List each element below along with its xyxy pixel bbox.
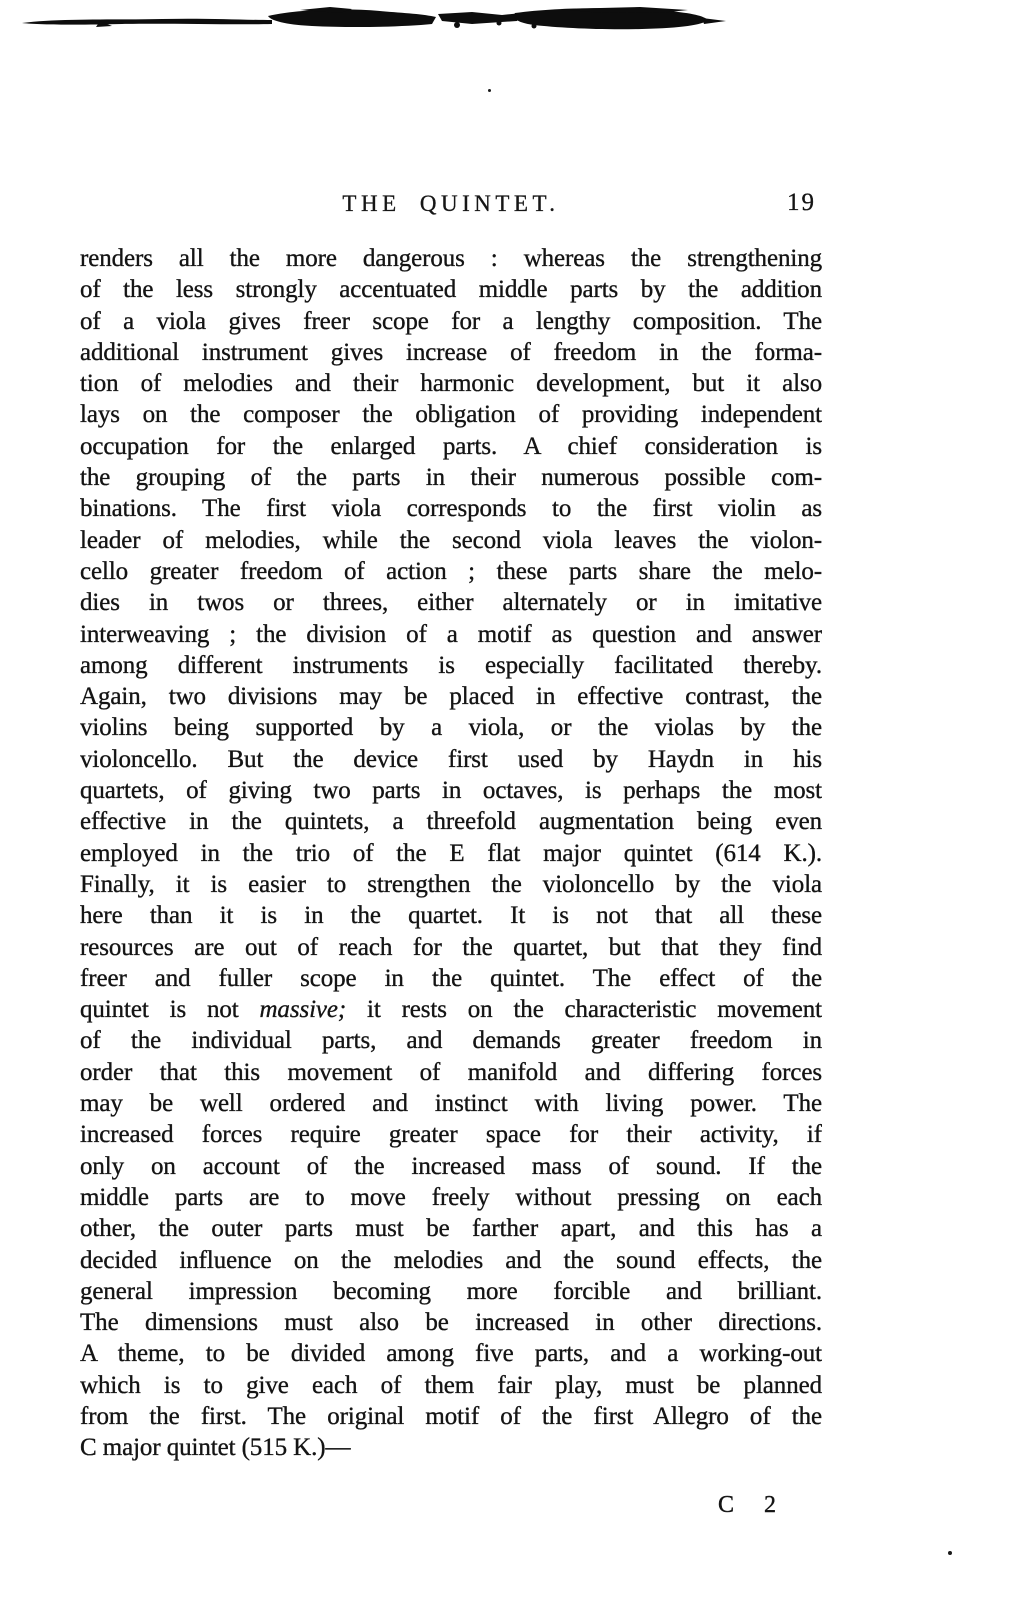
text-line — [80, 806, 822, 837]
text-line — [80, 932, 822, 963]
text-segment: which is to give each of them fair play, must be planned — [80, 1371, 822, 1399]
text-line — [80, 900, 822, 931]
text-segment: violoncello. But the device first used by Haydn in his — [80, 745, 822, 773]
text-segment: lays on the composer the obligation of providing independent — [80, 401, 822, 429]
text-segment: among different instruments is especially facilitated thereby. — [80, 651, 822, 679]
text-segment: C major quintet (515 K.)— — [80, 1434, 351, 1462]
text-segment: occupation for the enlarged parts. A chief consideration is — [80, 432, 822, 460]
text-segment: of the less strongly accentuated middle parts by the addition — [80, 276, 822, 304]
text-line — [80, 1025, 822, 1056]
text-segment: the grouping of the parts in their numerous possible com- — [80, 464, 822, 492]
text-line — [80, 1338, 822, 1369]
text-segment: The dimensions must also be increased in other directions. — [80, 1309, 822, 1337]
text-segment: decided influence on the melodies and the sound effects, the — [80, 1246, 822, 1274]
text-segment: Again, two divisions may be placed in effective contrast, the — [80, 683, 822, 711]
text-line — [80, 243, 822, 274]
text-line — [80, 869, 822, 900]
text-segment: effective in the quintets, a threefold augmentation being even — [80, 808, 822, 836]
scan-speck — [948, 1551, 952, 1555]
text-segment: other, the outer parts must be farther apart, and this has a — [80, 1215, 822, 1243]
text-line — [80, 1245, 822, 1276]
text-line — [80, 337, 822, 368]
text-line — [80, 744, 822, 775]
text-segment: interweaving ; the division of a motif as question and answer — [80, 620, 822, 648]
text-segment: violins being supported by a viola, or the violas by the — [80, 714, 822, 742]
text-line — [80, 306, 822, 337]
text-segment: from the first. The original motif of the first Allegro of the — [80, 1402, 822, 1430]
text-segment: quintet is not — [80, 996, 260, 1024]
text-segment: it rests on the characteristic movement — [346, 996, 822, 1024]
text-segment: quartets, of giving two parts in octaves, is perhaps the most — [80, 777, 822, 805]
text-line — [80, 619, 822, 650]
text-line — [80, 493, 822, 524]
text-line — [80, 525, 822, 556]
text-segment: binations. The first viola corresponds to the first violin as — [80, 495, 822, 523]
text-line — [80, 650, 822, 681]
text-segment: leader of melodies, while the second viola leaves the violon- — [80, 526, 822, 554]
signature-mark: C 2 — [718, 1492, 789, 1518]
text-segment: general impression becoming more forcible and brilliant. — [80, 1277, 822, 1305]
text-line — [80, 994, 822, 1025]
text-segment: dies in twos or threes, either alternately or in imitative — [80, 589, 822, 617]
text-segment: order that this movement of manifold and differing forces — [80, 1058, 822, 1086]
text-line — [80, 1370, 822, 1401]
body-text — [80, 243, 822, 1464]
text-line — [80, 775, 822, 806]
text-segment: of the individual parts, and demands greater freedom in — [80, 1027, 822, 1055]
text-line — [80, 838, 822, 869]
text-line — [80, 1307, 822, 1338]
text-line — [80, 712, 822, 743]
scan-speck — [488, 89, 491, 92]
text-line — [80, 368, 822, 399]
text-segment: may be well ordered and instinct with living power. The — [80, 1090, 822, 1118]
text-segment: of a viola gives freer scope for a lengthy composition. The — [80, 307, 822, 335]
text-line — [80, 1401, 822, 1432]
text-line — [80, 399, 822, 430]
text-segment: Finally, it is easier to strengthen the violoncello by the viola — [80, 870, 822, 898]
text-line — [80, 1088, 822, 1119]
running-title: THE QUINTET. — [342, 191, 560, 216]
text-line — [80, 1057, 822, 1088]
text-line — [80, 1182, 822, 1213]
text-segment: cello greater freedom of action ; these parts share the melo- — [80, 557, 822, 585]
text-segment: increased forces require greater space for their activity, if — [80, 1121, 822, 1149]
text-line — [80, 1432, 822, 1463]
text-line — [80, 1213, 822, 1244]
text-line — [80, 462, 822, 493]
text-segment: freer and fuller scope in the quintet. The effect of the — [80, 964, 822, 992]
text-segment: only on account of the increased mass of sound. If the — [80, 1152, 822, 1180]
italic-text: massive; — [259, 996, 347, 1024]
text-segment: middle parts are to move freely without pressing on each — [80, 1183, 822, 1211]
text-line — [80, 274, 822, 305]
text-segment: additional instrument gives increase of freedom in the forma- — [80, 338, 822, 366]
text-line — [80, 1119, 822, 1150]
page-number: 19 — [787, 189, 816, 216]
page-header — [80, 191, 822, 221]
text-line — [80, 1151, 822, 1182]
text-line — [80, 1276, 822, 1307]
text-line — [80, 587, 822, 618]
text-line — [80, 963, 822, 994]
text-segment: employed in the trio of the E flat major quintet (614 K.). — [80, 839, 822, 867]
text-segment: renders all the more dangerous : whereas the strengthening — [80, 245, 822, 272]
ink-smudge-artifact — [0, 0, 1034, 48]
text-line — [80, 431, 822, 462]
text-line — [80, 681, 822, 712]
text-segment: resources are out of reach for the quartet, but that they find — [80, 933, 822, 961]
text-segment: A theme, to be divided among five parts, and a working-out — [80, 1340, 822, 1368]
text-segment: here than it is in the quartet. It is not that all these — [80, 902, 822, 930]
text-line — [80, 556, 822, 587]
text-segment: tion of melodies and their harmonic development, but it also — [80, 370, 822, 398]
